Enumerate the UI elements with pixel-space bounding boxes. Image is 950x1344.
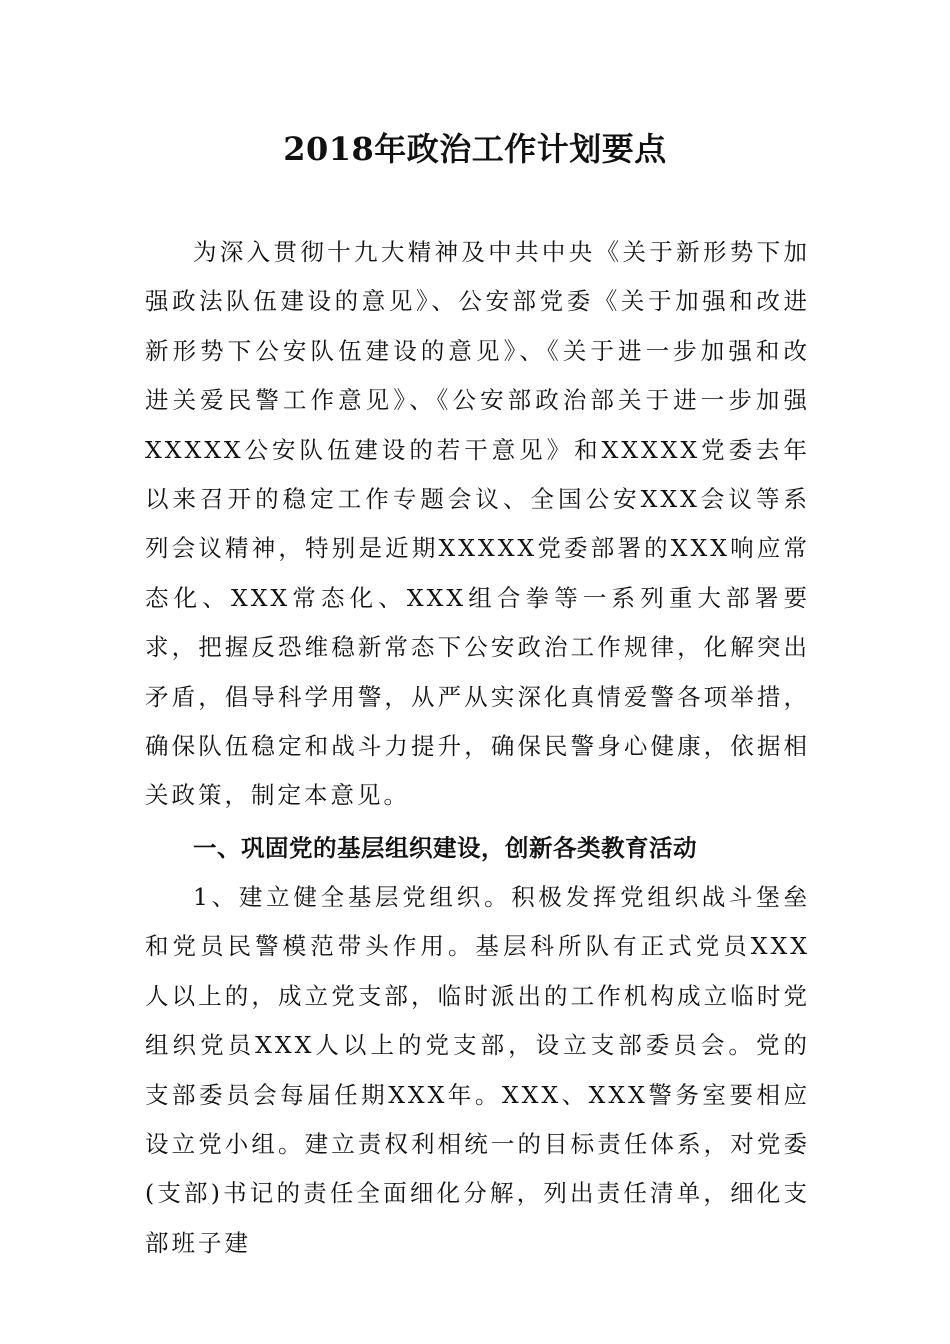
section-paragraph: 1、建立健全基层党组织。积极发挥党组织战斗堡垒和党员民警模范带头作用。基层科所队有正式党员XXX人以上的，成立党支部，临时派出的工作机构成立临时党组织党员XXX人以上的党支部，设立支部委员会。党的支部委员会每届任期XXX年。XXX、XXX警务室要相应设立党小组。建立责权利相统一的目标责任体系，对党委(支部)书记的责任全面细化分解，列出责任清单，细化支部班子建: [145, 883, 810, 1257]
section-heading: 一、巩固党的基层组织建设，创新各类教育活动: [193, 834, 697, 862]
intro-paragraph: 为深入贯彻十九大精神及中共中央《关于新形势下加强政法队伍建设的意见》、公安部党委《关于加强和改进新形势下公安队伍建设的意见》、《关于进一步加强和改进关爱民警工作意见》、《公安部政治部关于进一步加强XXXXX公安队伍建设的若干意见》和XXXXX党委去年以来召开的稳定工作专题会议、全国公安XXX会议等系列会议精神，特别是近期XXXXX党委部署的XXX响应常态化、XXX常态化、XXX组合拳等一系列重大部署要求，把握反恐维稳新常态下公安政治工作规律，化解突出矛盾，倡导科学用警，从严从实深化真情爱警各项举措，确保队伍稳定和战斗力提升，确保民警身心健康，依据相关政策，制定本意见。: [145, 238, 810, 810]
document-title: 2018年政治工作计划要点: [283, 130, 667, 168]
